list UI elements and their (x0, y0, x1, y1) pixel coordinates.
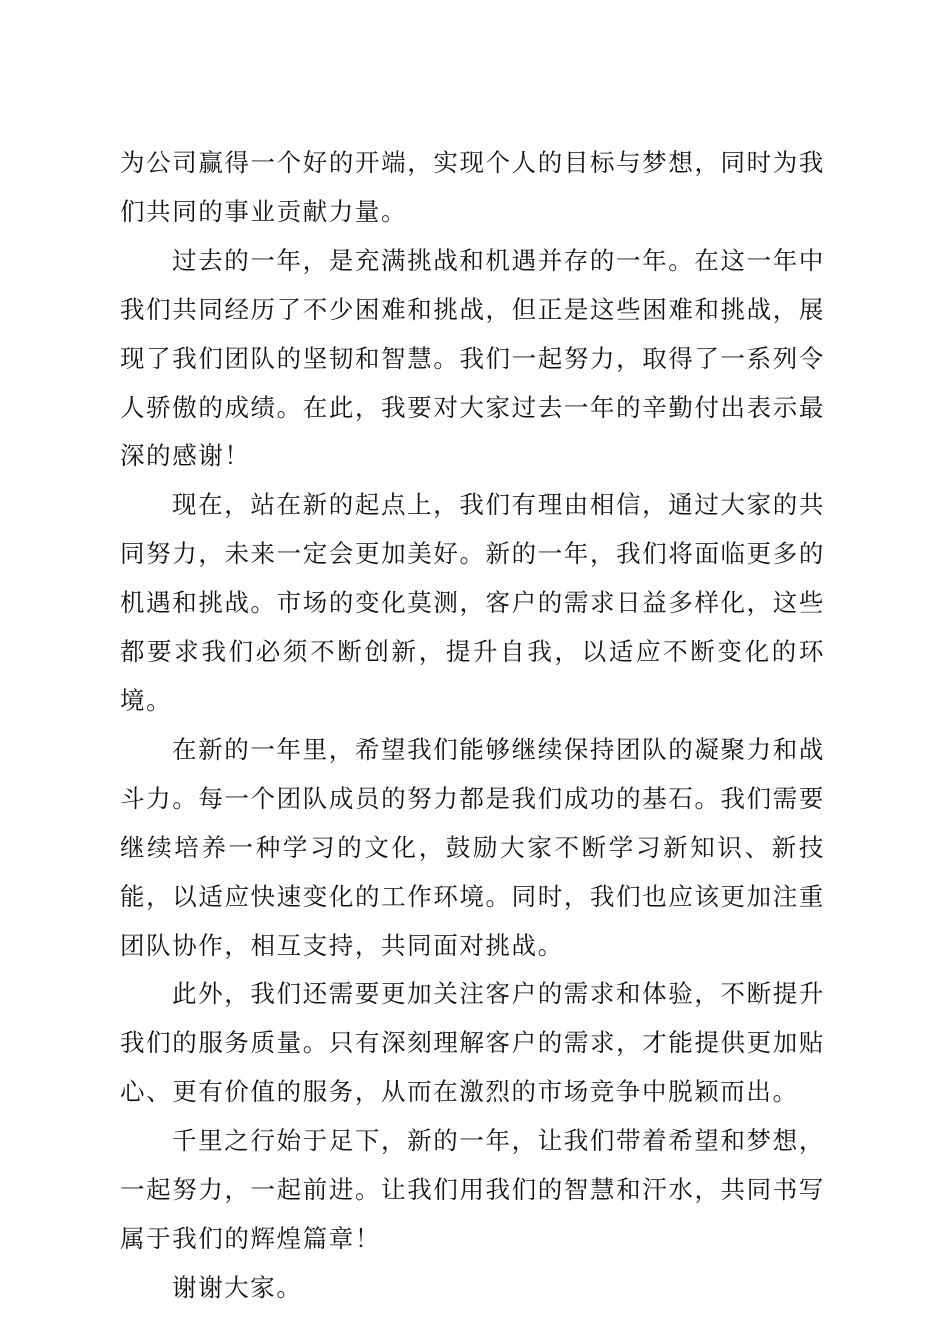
paragraph-thanks: 谢谢大家。 (172, 1272, 303, 1302)
paragraph-continuation: 为公司赢得一个好的开端，实现个人的目标与梦想，同时为我们共同的事业贡献力量。 (120, 148, 825, 226)
paragraph-closing: 千里之行始于足下，新的一年，让我们带着希望和梦想，一起努力，一起前进。让我们用我们的智慧和汗水，共同书写属于我们的辉煌篇章！ (120, 1126, 825, 1253)
paragraph-past-year: 过去的一年，是充满挑战和机遇并存的一年。在这一年中我们共同经历了不少困难和挑战，但正是这些困难和挑战，展现了我们团队的坚韧和智慧。我们一起努力，取得了一系列令人骄傲的成绩。在此，我要对大家过去一年的辛勤付出表示最深的感谢！ (120, 245, 825, 471)
document-body (120, 139, 825, 1313)
paragraph-customers: 此外，我们还需要更加关注客户的需求和体验，不断提升我们的服务质量。只有深刻理解客户的需求，才能提供更加贴心、更有价值的服务，从而在激烈的市场竞争中脱颖而出。 (120, 979, 825, 1107)
paragraph-new-start: 现在，站在新的起点上，我们有理由相信，通过大家的共同努力，未来一定会更加美好。新的一年，我们将面临更多的机遇和挑战。市场的变化莫测，客户的需求日益多样化，这些都要求我们必须不断创新，提升自我，以适应不断变化的环境。 (120, 490, 825, 715)
paragraph-teamwork: 在新的一年里，希望我们能够继续保持团队的凝聚力和战斗力。每一个团队成员的努力都是我们成功的基石。我们需要继续培养一种学习的文化，鼓励大家不断学习新知识、新技能，以适应快速变化的工作环境。同时，我们也应该更加注重团队协作，相互支持，共同面对挑战。 (120, 734, 825, 960)
